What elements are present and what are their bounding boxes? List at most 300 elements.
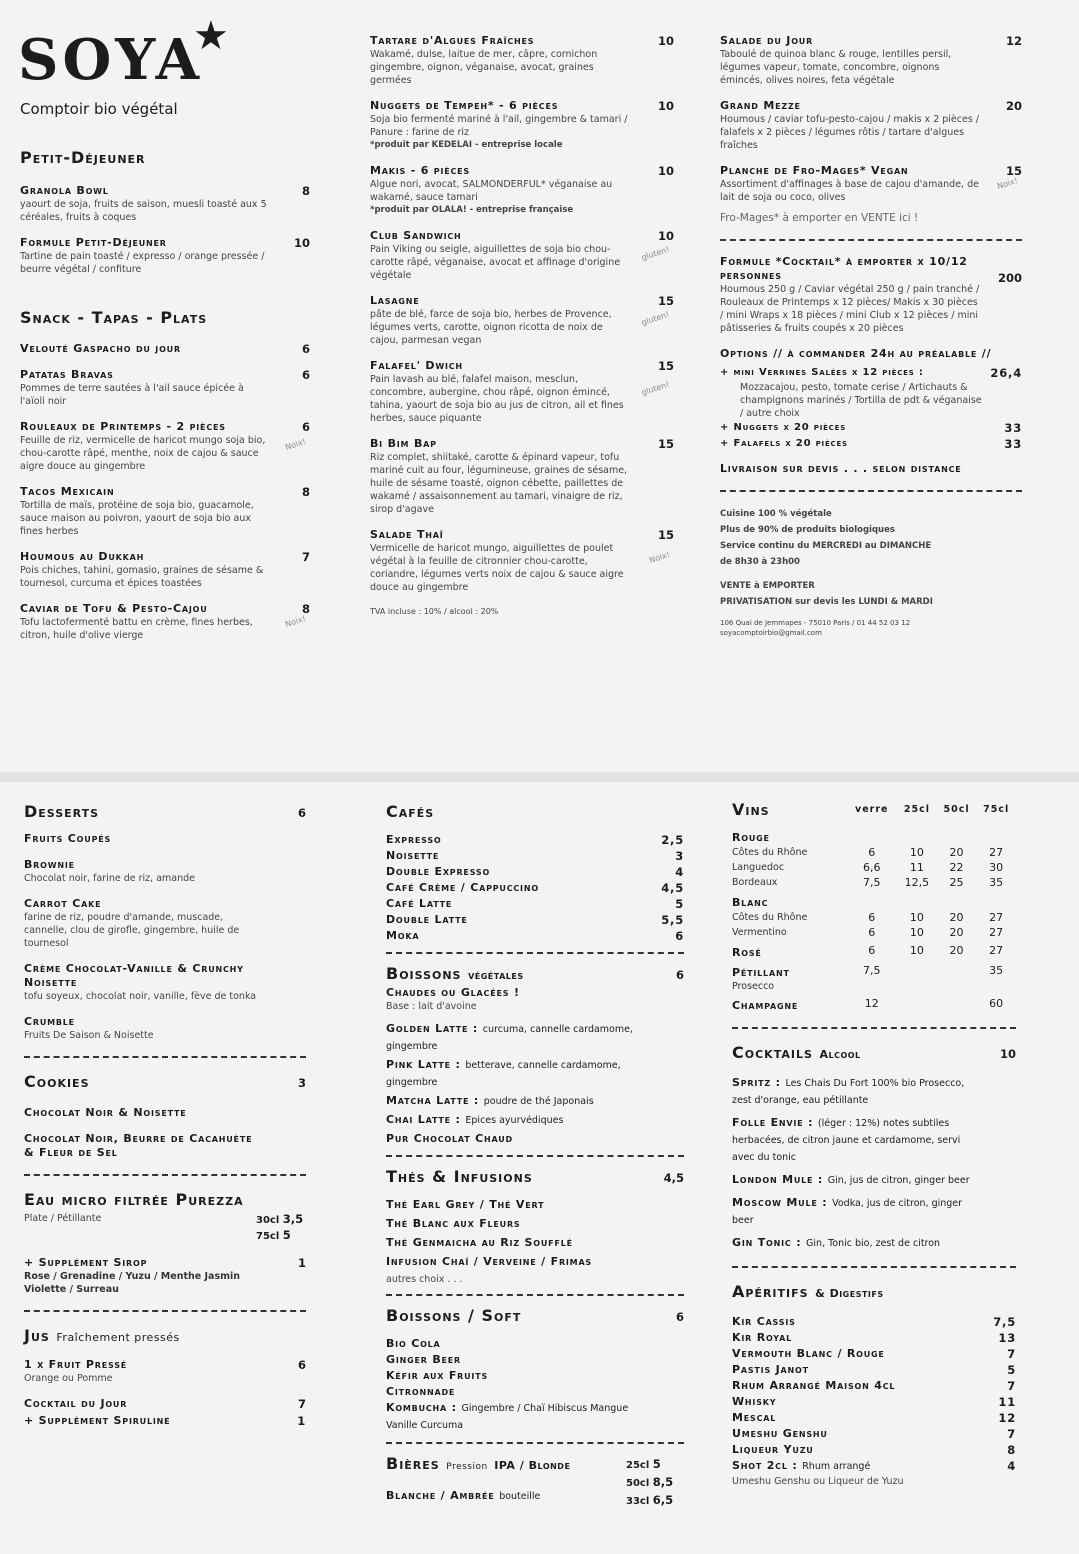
- menu-line: [732, 1394, 1016, 1410]
- menu-item: [24, 1358, 306, 1385]
- menu-line: [386, 848, 684, 864]
- item-name: Club Sandwich: [370, 229, 462, 242]
- menu-line: [386, 1352, 684, 1368]
- item-name: Grand Mezze: [720, 99, 801, 112]
- line-name: Kombucha :: [386, 1401, 457, 1414]
- line-desc: Vodka, jus de citron, ginger beer: [732, 1198, 963, 1226]
- section-title-snack: Snack - Tapas - Plats: [20, 308, 208, 327]
- line-price: 5: [1007, 1363, 1016, 1377]
- menu-line: [386, 896, 684, 912]
- menu-line: [386, 880, 684, 896]
- wine-row: [732, 890, 1016, 910]
- option-falafels: + Falafels x 20 pièces 33: [720, 437, 1022, 451]
- options-title: Options // à commander 24h au préalable //: [720, 347, 992, 360]
- item-price: 15: [657, 437, 674, 451]
- line-price: 7,5: [993, 1315, 1016, 1329]
- wine-price: 60: [989, 996, 1004, 1010]
- biere-price-3: 6,5: [652, 1493, 674, 1507]
- section-title-jus: Jus Fraîchement pressés: [24, 1326, 180, 1345]
- boissons-veg-base: Base : lait d'avoine: [386, 1001, 477, 1012]
- menu-item: [24, 897, 306, 950]
- line-desc: Gin, Tonic bio, zest de citron: [806, 1238, 941, 1249]
- item-desc: yaourt de soja, fruits de saison, muesli toasté aux 5 céréales, fruits à coques: [20, 199, 267, 223]
- sirop-price: 1: [297, 1256, 306, 1270]
- menu-item: [24, 1015, 306, 1042]
- menu-line: [386, 1197, 684, 1213]
- item-desc: Orange ou Pomme: [24, 1373, 113, 1384]
- wine-price: 35: [989, 963, 1004, 977]
- menu-item: [370, 528, 674, 594]
- item-price: 6: [301, 342, 310, 356]
- line-name: Kir Royal: [732, 1331, 792, 1344]
- allergen-tag: gluten!: [640, 379, 671, 398]
- item-desc: Tartine de pain toasté / expresso / orange pressée / beurre végétal / confiture: [20, 251, 265, 275]
- item-name: Planche de Fro-Mages* Vegan: [720, 164, 909, 177]
- item-name: Brownie: [24, 858, 75, 871]
- item-price: 8: [301, 184, 310, 198]
- item-name: Cocktail du Jour: [24, 1397, 128, 1410]
- option-verrines: + mini Verrines Salées x 12 pièces : 26,4: [720, 366, 1022, 380]
- line-name: Spritz :: [732, 1076, 781, 1089]
- shot-desc: Umeshu Genshu ou Liqueur de Yuzu: [732, 1476, 904, 1487]
- line-note: Rhum arrangé: [802, 1461, 871, 1472]
- menu-line: [386, 1235, 684, 1251]
- item-desc: Pois chiches, tahini, gomasio, graines de sésame & tournesol, curcuma et épices toastées: [20, 565, 264, 589]
- item-name: Crème Chocolat-Vanille & Crunchy Noisette: [24, 962, 244, 989]
- menu-line: [732, 1172, 1016, 1189]
- line-name: Gin Tonic :: [732, 1236, 802, 1249]
- allergen-tag: gluten!: [640, 244, 671, 263]
- line-name: Moka: [386, 929, 420, 942]
- wine-header-50cl: 50cl: [943, 804, 970, 815]
- section-title-desserts: Desserts: [24, 802, 100, 821]
- wine-price: 10: [909, 943, 924, 957]
- wine-price: [937, 993, 977, 1013]
- item-desc: Pain lavash au blé, falafel maison, mesclun, concombre, aubergine, chou râpé, oignon émincé, tahina, yaourt de soja bio au jus de citron, ail et fines herbes, sauce piquante: [370, 374, 624, 424]
- cookie-item: [24, 1132, 306, 1160]
- cookie-item: [24, 1106, 306, 1120]
- wine-price: 12: [864, 996, 879, 1010]
- wine-row: [732, 910, 1016, 925]
- wine-price: 35: [989, 876, 1004, 889]
- item-name: Salade Thaï: [370, 528, 444, 541]
- wine-price: 27: [989, 943, 1004, 957]
- item-name: Fruits Coupés: [24, 832, 112, 845]
- menu-item: [24, 962, 306, 1003]
- menu-line: [386, 912, 684, 928]
- biere-size-3: 33cl: [626, 1496, 650, 1507]
- menu-line: [386, 864, 684, 880]
- section-title-thes: Thés & Infusions: [386, 1167, 533, 1186]
- eau-price-1: 3,5: [282, 1212, 304, 1226]
- wine-price: [897, 960, 937, 980]
- item-name: Caviar de Tofu & Pesto-Cajou: [20, 602, 208, 615]
- thes-autres: autres choix . . .: [386, 1274, 463, 1285]
- wine-name: Pétillant: [732, 966, 790, 979]
- info-line: de 8h30 à 23h00: [720, 557, 800, 567]
- line-name: Folle Envie :: [732, 1116, 814, 1129]
- menu-line: [386, 1112, 684, 1129]
- menu-line: [386, 1384, 684, 1400]
- line-price: 13: [998, 1331, 1016, 1345]
- allergen-tag: Noix!: [996, 176, 1019, 192]
- wine-row: [732, 993, 1016, 1013]
- line-price: 4: [1007, 1459, 1016, 1473]
- menu-line: [386, 1216, 684, 1232]
- item-desc: Fruits De Saison & Noisette: [24, 1030, 154, 1041]
- vente-line: VENTE à EMPORTER: [720, 581, 815, 591]
- item-price: 12: [1005, 34, 1022, 48]
- menu-item: [20, 550, 310, 590]
- item-price: 8: [301, 485, 310, 499]
- menu-line: [732, 1075, 1016, 1109]
- line-price: 7: [1007, 1347, 1016, 1361]
- item-price: 15: [657, 528, 674, 542]
- wine-name: Rouge: [732, 831, 770, 844]
- wine-price: 6: [868, 911, 876, 924]
- line-name: Citronnade: [386, 1385, 456, 1398]
- formule-name: Formule *Cocktail* à emporter x 10/12 personnes: [720, 255, 968, 282]
- line-name: Café Crème / Cappuccino: [386, 881, 539, 894]
- menu-line: [732, 1115, 1016, 1166]
- allergen-tag: gluten!: [640, 309, 671, 328]
- wine-price: 25: [949, 876, 964, 889]
- biere-size-1: 25cl: [626, 1460, 650, 1471]
- menu-line: [732, 1442, 1016, 1458]
- menu-item: [720, 99, 1022, 152]
- line-price: 11: [998, 1395, 1016, 1409]
- item-price: 6: [297, 1358, 306, 1372]
- menu-line: [732, 1378, 1016, 1394]
- allergen-tag: Noix!: [284, 614, 307, 630]
- line-name: Double Latte: [386, 913, 468, 926]
- item-desc: Chocolat noir, farine de riz, amande: [24, 873, 195, 884]
- menu-item: [370, 359, 674, 425]
- column-b1: [24, 802, 306, 1429]
- section-title-petit-dejeuner: Petit-Déjeuner: [20, 148, 146, 167]
- section-title-bieres: Bières Pression IPA / Blonde: [386, 1454, 571, 1473]
- cookies-price: 3: [297, 1076, 306, 1090]
- wine-price: 7,5: [862, 876, 881, 889]
- menu-line: [732, 1458, 1016, 1475]
- line-price: 4: [675, 865, 684, 879]
- menu-item: [20, 420, 310, 473]
- item-price: 7: [297, 1397, 306, 1411]
- menu-item: [370, 294, 674, 347]
- line-name: Café Latte: [386, 897, 453, 910]
- column-b3: [732, 800, 1016, 1488]
- menu-item: [20, 184, 310, 224]
- star-icon: ★: [193, 13, 229, 59]
- wine-row: [732, 825, 1016, 845]
- wine-price: 27: [989, 911, 1004, 924]
- menu-line: [386, 1336, 684, 1352]
- wine-header-75cl: 75cl: [983, 804, 1010, 815]
- item-desc: Assortiment d'affinages à base de cajou d'amande, de lait de soja ou coco, olives: [720, 179, 979, 203]
- line-name: Liqueur Yuzu: [732, 1443, 814, 1456]
- wine-price: 12,5: [904, 876, 930, 889]
- line-name: Infusion Chaï / Verveine / Frimas: [386, 1255, 592, 1268]
- wine-price: 27: [989, 926, 1004, 939]
- wine-price: 6: [868, 926, 876, 939]
- item-price: 7: [301, 550, 310, 564]
- wine-row: [732, 845, 1016, 860]
- item-desc: Algue nori, avocat, SALMONDERFUL* véganaise au wakamé, sauce tamari: [370, 179, 613, 203]
- item-desc: Wakamé, dulse, laitue de mer, câpre, cornichon gingembre, oignon, véganaise, avocat, graines germées: [370, 49, 598, 86]
- line-name: Thé Blanc aux Fleurs: [386, 1217, 521, 1230]
- wine-price: 30: [989, 861, 1004, 874]
- sirop-item: [24, 1256, 306, 1296]
- wine-name: Côtes du Rhône: [732, 847, 808, 858]
- line-name: Noisette: [386, 849, 440, 862]
- menu-line: [386, 928, 684, 944]
- menu-item: [370, 34, 674, 87]
- eau-desc: Plate / Pétillante: [24, 1213, 102, 1224]
- tva-note: TVA incluse : 10% / alcool : 20%: [370, 607, 499, 616]
- wine-row: [732, 875, 1016, 890]
- wine-price: 27: [989, 846, 1004, 859]
- item-name: Bi Bim Bap: [370, 437, 437, 450]
- item-price: 10: [293, 236, 310, 250]
- section-title-cookies: Cookies: [24, 1072, 90, 1091]
- item-price: 8: [301, 602, 310, 616]
- biere-size-2: 50cl: [626, 1478, 650, 1489]
- wine-name: Rosé: [732, 946, 762, 959]
- wine-name: Champagne: [732, 999, 799, 1012]
- section-title-boissons-vegetales: Boissons végétales: [386, 964, 524, 983]
- item-name: Nuggets de Tempeh* - 6 pièces: [370, 99, 559, 112]
- line-name: Double Expresso: [386, 865, 491, 878]
- line-name: Pink Latte :: [386, 1058, 461, 1071]
- wine-price: 6: [868, 846, 876, 859]
- brand-tagline: Comptoir bio végétal: [20, 100, 178, 118]
- line-name: Thé Genmaicha au Riz Soufflé: [386, 1236, 573, 1249]
- menu-item: [720, 164, 1022, 204]
- item-name: Chocolat Noir, Beurre de Cacahuète & Fleur de Sel: [24, 1132, 253, 1159]
- line-price: 12: [998, 1411, 1016, 1425]
- item-note: *produit par OLALA! - entreprise française: [370, 205, 574, 215]
- wine-table: [732, 800, 1016, 1013]
- wine-row: [732, 960, 1016, 980]
- menu-line: [732, 1195, 1016, 1229]
- thes-price: 4,5: [663, 1171, 684, 1185]
- item-desc: pâte de blé, farce de soja bio, herbes de Provence, légumes verts, carotte, oignon ricotta de noix de cajou, parmesan vegan: [370, 309, 612, 346]
- wine-row: [732, 940, 1016, 960]
- section-title-aperitifs: Apéritifs & Digestifs: [732, 1282, 884, 1301]
- item-price: 10: [657, 34, 674, 48]
- menu-item: [24, 1397, 306, 1411]
- option-nuggets: + Nuggets x 20 pièces 33: [720, 421, 1022, 435]
- wine-name: Blanc: [732, 896, 769, 909]
- menu-line: [386, 832, 684, 848]
- menu-item: [20, 485, 310, 538]
- menu-item: [20, 602, 310, 642]
- item-price: 6: [301, 420, 310, 434]
- wine-price: 6: [868, 943, 876, 957]
- column-3: [720, 34, 1022, 638]
- line-desc: Gin, jus de citron, ginger beer: [827, 1175, 970, 1186]
- menu-line: [386, 1093, 684, 1110]
- menu-line: [386, 1400, 684, 1434]
- wine-price: 10: [909, 846, 924, 859]
- formule-desc: Houmous 250 g / Caviar végétal 250 g / pain tranché / Rouleaux de Printemps x 12 pièces/ Makis x 30 pièces / mini Wraps x 18 pièces / mini Club x 12 pièces / mini pâtisseries & fruits coupés x 20 pièces: [720, 284, 980, 334]
- boissons-veg-sub: Chaudes ou Glacées !: [386, 986, 520, 999]
- line-name: Expresso: [386, 833, 442, 846]
- item-name: Crumble: [24, 1015, 75, 1028]
- boissons-veg-price: 6: [675, 968, 684, 982]
- allergen-tag: Noix!: [648, 550, 671, 566]
- info-line: Service continu du MERCREDI au DIMANCHE: [720, 541, 932, 551]
- item-name: Rouleaux de Printemps - 2 pièces: [20, 420, 226, 433]
- menu-item: [24, 832, 306, 846]
- wine-price: [937, 980, 977, 993]
- info-block: [720, 506, 1022, 570]
- section-title-eau: Eau micro filtrée Purezza: [24, 1190, 244, 1209]
- item-desc: Feuille de riz, vermicelle de haricot mungo soja bio, chou-carotte râpé, menthe, noix de cajou & sauce aigre douce au gingembre: [20, 435, 266, 472]
- menu-item: [20, 368, 310, 408]
- item-price: 6: [301, 368, 310, 382]
- menu-line: [386, 1254, 684, 1270]
- item-desc: Vermicelle de haricot mungo, aiguillettes de poulet végétal à la feuille de citronnier chou-carotte, coriandre, légumes verts noix de cajou & sauce aigre douce au gingembre: [370, 543, 624, 593]
- item-desc: tofu soyeux, chocolat noir, vanille, fève de tonka: [24, 991, 257, 1002]
- email: soyacomptoirbio@gmail.com: [720, 629, 822, 637]
- wine-spacer: [846, 825, 1016, 845]
- line-name: Rhum Arrangé Maison 4cl: [732, 1379, 896, 1392]
- biere-price-2: 8,5: [652, 1475, 674, 1489]
- item-price: 10: [657, 229, 674, 243]
- cocktails-price: 10: [999, 1047, 1016, 1061]
- item-name: Salade du Jour: [720, 34, 814, 47]
- item-name: Lasagne: [370, 294, 420, 307]
- eau-size-1: 30cl: [256, 1215, 280, 1226]
- item-desc: Tortilla de maïs, protéine de soja bio, guacamole, sauce maison au poivron, yaourt de soja bio aux fines herbes: [20, 500, 254, 537]
- section-title-vins: Vins: [732, 800, 770, 819]
- item-name: Houmous au Dukkah: [20, 550, 145, 563]
- line-price: 6: [675, 929, 684, 943]
- line-desc: Gingembre / Chaï Hibiscus Mangue Vanille Curcuma: [386, 1403, 629, 1431]
- bieres-bouteille: Blanche / Ambrée bouteille: [386, 1489, 541, 1502]
- line-price: 7: [1007, 1427, 1016, 1441]
- menu-line: [386, 1057, 684, 1091]
- line-desc: (léger : 12%) notes subtiles herbacées, de citron jaune et cardamome, servi avec du tonic: [732, 1118, 961, 1163]
- item-name: Tacos Mexicain: [20, 485, 115, 498]
- desserts-price: 6: [297, 806, 306, 820]
- line-price: 4,5: [661, 881, 684, 895]
- line-name: Whisky: [732, 1395, 777, 1408]
- item-desc: Houmous / caviar tofu-pesto-cajou / makis x 2 pièces / falafels x 2 pièces / légumes rôtis / tartare d'algues fraîches: [720, 114, 980, 151]
- vente-line: PRIVATISATION sur devis les LUNDI & MARDI: [720, 597, 933, 607]
- formule-cocktail: [720, 255, 1022, 335]
- line-name: Umeshu Genshu: [732, 1427, 828, 1440]
- bieres-block: [386, 1454, 684, 1507]
- wine-price: 20: [949, 846, 964, 859]
- eau-item: [24, 1212, 306, 1242]
- menu-line: [386, 1368, 684, 1384]
- item-name: Velouté Gaspacho du jour: [20, 342, 181, 355]
- sirop-name: + Supplément Sirop: [24, 1256, 148, 1269]
- address: 106 Quai de Jemmapes - 75010 Paris / 01 44 52 03 12: [720, 619, 911, 627]
- wine-spacer: [846, 890, 1016, 910]
- eau-price-2: 5: [282, 1228, 291, 1242]
- item-name: Tartare d'Algues Fraîches: [370, 34, 535, 47]
- wine-price: 20: [949, 943, 964, 957]
- line-desc: betterave, cannelle cardamome, gingembre: [386, 1060, 621, 1088]
- menu-line: [732, 1330, 1016, 1346]
- item-price: 15: [657, 294, 674, 308]
- line-name: London Mule :: [732, 1173, 824, 1186]
- line-price: 2,5: [661, 833, 684, 847]
- line-name: Kéfir aux Fruits: [386, 1369, 489, 1382]
- line-name: Moscow Mule :: [732, 1196, 828, 1209]
- menu-page-bottom: [0, 782, 1079, 1554]
- fro-mages-vente: Fro-Mages* à emporter en VENTE ici !: [720, 212, 919, 224]
- line-desc: curcuma, cannelle cardamome, gingembre: [386, 1024, 633, 1052]
- item-note: *produit par KEDELAI - entreprise locale: [370, 140, 563, 150]
- menu-line: [732, 1426, 1016, 1442]
- item-desc: farine de riz, poudre d'amande, muscade, cannelle, clou de girofle, gingembre, huile de tournesol: [24, 912, 240, 949]
- line-price: 3: [675, 849, 684, 863]
- line-name: Bio Cola: [386, 1337, 441, 1350]
- item-name: 1 x Fruit Pressé: [24, 1358, 128, 1371]
- section-title-cocktails: Cocktails Alcool: [732, 1043, 861, 1062]
- eau-size-2: 75cl: [256, 1231, 280, 1242]
- wine-price: 6,6: [862, 861, 881, 874]
- item-price: 20: [1005, 99, 1022, 113]
- wine-name: Languedoc: [732, 862, 785, 873]
- line-price: 7: [1007, 1379, 1016, 1393]
- wine-header-25cl: 25cl: [903, 804, 930, 815]
- menu-item: [370, 229, 674, 282]
- line-price: 5,5: [661, 913, 684, 927]
- line-name: Chai Latte :: [386, 1113, 461, 1126]
- line-price: 8: [1007, 1443, 1016, 1457]
- item-name: Formule Petit-Déjeuner: [20, 236, 167, 249]
- menu-line: [732, 1410, 1016, 1426]
- menu-item: [20, 236, 310, 276]
- column-1: [20, 148, 310, 654]
- item-desc: Pain Viking ou seigle, aiguillettes de soja bio chou-carotte râpé, véganaise, avocat et affinage d'origine végétale: [370, 244, 621, 281]
- wine-header-verre: verre: [855, 804, 889, 815]
- menu-line: [386, 1021, 684, 1055]
- item-name: Falafel' Dwich: [370, 359, 463, 372]
- line-name: Shot 2cl :: [732, 1459, 798, 1472]
- wine-row: [732, 925, 1016, 940]
- line-name: Vermouth Blanc / Rouge: [732, 1347, 885, 1360]
- menu-item: [370, 99, 674, 152]
- wine-price: 11: [909, 861, 924, 874]
- allergen-tag: Noix!: [284, 437, 307, 453]
- wine-price: 20: [949, 911, 964, 924]
- item-name: Carrot Cake: [24, 897, 102, 910]
- menu-item: [370, 437, 674, 516]
- info-line: Cuisine 100 % végétale: [720, 509, 832, 519]
- menu-item: [370, 164, 674, 217]
- menu-item: [24, 858, 306, 885]
- soft-price: 6: [675, 1310, 684, 1324]
- line-name: Thé Earl Grey / Thé Vert: [386, 1198, 545, 1211]
- line-name: Ginger Beer: [386, 1353, 461, 1366]
- item-name: Patatas Bravas: [20, 368, 114, 381]
- item-desc: Pommes de terre sautées à l'ail sauce épicée à l'aïoli noir: [20, 383, 244, 407]
- column-b2: [386, 802, 684, 1507]
- item-desc: Soja bio fermenté mariné à l'ail, gingembre & tamari / Panure : farine de riz: [370, 114, 628, 138]
- formule-price: 200: [997, 271, 1022, 285]
- wine-price: 10: [909, 926, 924, 939]
- info-line: Plus de 90% de produits biologiques: [720, 525, 895, 535]
- line-name: Golden Latte :: [386, 1022, 479, 1035]
- menu-page-top: [0, 0, 1079, 772]
- wine-price: 7,5: [862, 963, 881, 977]
